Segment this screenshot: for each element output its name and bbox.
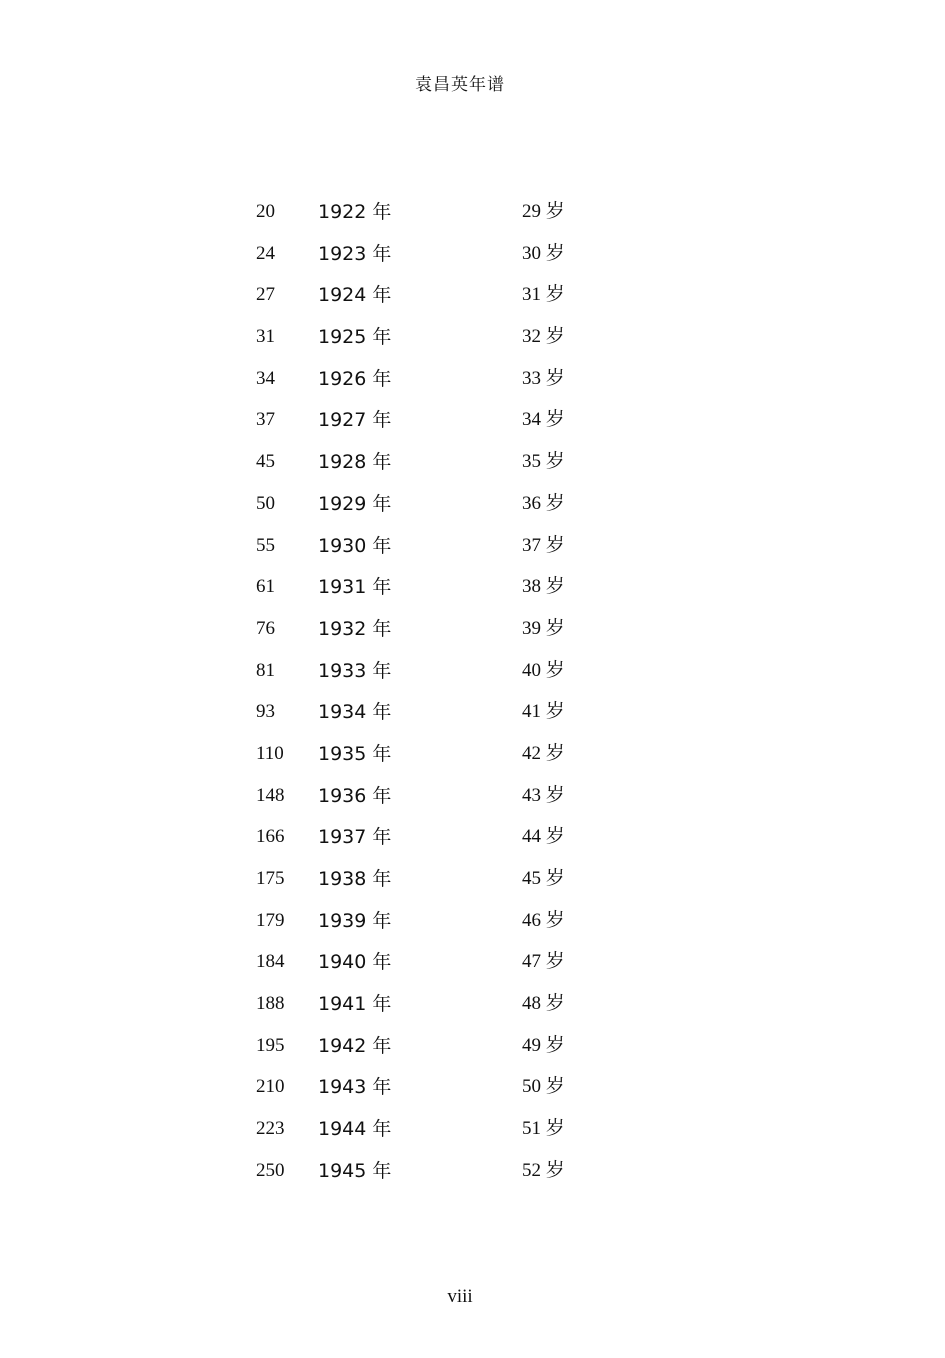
toc-year: 1923 年	[318, 242, 392, 265]
toc-age: 40 岁	[522, 659, 565, 681]
toc-row	[0, 402, 945, 444]
toc-age: 52 岁	[522, 1159, 565, 1181]
toc-age: 47 岁	[522, 951, 565, 973]
toc-row	[0, 903, 945, 945]
toc-age: 50 岁	[522, 1076, 565, 1098]
toc-year: 1945 年	[318, 1159, 392, 1182]
toc-year: 1926 年	[318, 367, 392, 390]
toc-row	[0, 819, 945, 861]
toc-page-number: 184	[256, 951, 285, 973]
toc-page-number: 20	[256, 201, 275, 222]
toc-page-number: 76	[256, 617, 275, 639]
toc-age: 33 岁	[522, 367, 565, 389]
toc-page-number: 166	[256, 826, 285, 848]
toc-age: 42 岁	[522, 742, 565, 764]
toc-age: 44 岁	[522, 826, 565, 848]
toc-page-number: 50	[256, 492, 275, 514]
toc-row	[0, 694, 945, 736]
toc-year: 1938 年	[318, 868, 392, 890]
toc-year: 1931 年	[318, 576, 392, 599]
toc-year: 1927 年	[318, 409, 392, 432]
toc-page-number: 210	[256, 1076, 285, 1098]
toc-year: 1922 年	[318, 201, 392, 223]
page-number: viii	[447, 1286, 473, 1307]
toc-row	[0, 944, 945, 986]
toc-row	[0, 611, 945, 653]
toc-page-number: 223	[256, 1118, 285, 1140]
toc-year: 1944 年	[318, 1118, 392, 1141]
toc-year: 1936 年	[318, 784, 392, 807]
toc-age: 48 岁	[522, 993, 565, 1015]
toc-year: 1940 年	[318, 951, 392, 974]
toc-row	[0, 1111, 945, 1153]
toc-age: 46 岁	[522, 909, 565, 931]
toc-row	[0, 861, 945, 903]
toc-page-number: 31	[256, 326, 275, 348]
toc-page-number: 179	[256, 909, 285, 931]
toc-row	[0, 653, 945, 695]
toc-row	[0, 277, 945, 319]
toc-age: 49 岁	[522, 1034, 565, 1056]
toc-year: 1930 年	[318, 534, 392, 557]
toc-year: 1942 年	[318, 1034, 392, 1057]
toc-row	[0, 444, 945, 486]
toc-row	[0, 1153, 945, 1195]
toc-page-number: 27	[256, 284, 275, 306]
toc-year: 1929 年	[318, 492, 392, 515]
toc-row	[0, 778, 945, 820]
toc-age: 43 岁	[522, 784, 565, 806]
toc-page-number: 148	[256, 784, 285, 806]
toc-year: 1941 年	[318, 993, 392, 1016]
toc-age: 34 岁	[522, 409, 565, 431]
toc-age: 31 岁	[522, 284, 565, 306]
toc-page-number: 188	[256, 993, 285, 1015]
toc-year: 1925 年	[318, 326, 392, 349]
toc-page-number: 24	[256, 242, 275, 264]
toc-row	[0, 236, 945, 278]
toc-age: 29 岁	[522, 201, 565, 222]
toc-age: 36 岁	[522, 492, 565, 514]
toc-page-number: 61	[256, 576, 275, 598]
toc-row	[0, 986, 945, 1028]
toc-row	[0, 736, 945, 778]
toc-page-number: 250	[256, 1159, 285, 1181]
toc-year: 1924 年	[318, 284, 392, 307]
toc-age: 41 岁	[522, 701, 565, 723]
running-header-title: 袁昌英年谱	[415, 75, 505, 95]
toc-age: 51 岁	[522, 1118, 565, 1140]
toc-row	[0, 569, 945, 611]
toc-year: 1932 年	[318, 617, 392, 640]
toc-year: 1934 年	[318, 701, 392, 724]
toc-row	[0, 319, 945, 361]
toc-page-number: 175	[256, 868, 285, 889]
toc-page-number: 34	[256, 367, 275, 389]
toc-age: 38 岁	[522, 576, 565, 598]
toc-year: 1928 年	[318, 451, 392, 474]
toc-row	[0, 486, 945, 528]
toc-year: 1939 年	[318, 909, 392, 932]
toc-row	[0, 361, 945, 403]
toc-age: 30 岁	[522, 242, 565, 264]
toc-row	[0, 528, 945, 570]
toc-list	[0, 194, 945, 1195]
toc-year: 1943 年	[318, 1076, 392, 1099]
toc-page-number: 55	[256, 534, 275, 556]
toc-age: 39 岁	[522, 617, 565, 639]
toc-year: 1935 年	[318, 742, 392, 765]
toc-row	[0, 1069, 945, 1111]
toc-age: 35 岁	[522, 451, 565, 473]
toc-age: 32 岁	[522, 326, 565, 348]
toc-page-number: 37	[256, 409, 275, 431]
toc-age: 45 岁	[522, 868, 565, 889]
toc-year: 1937 年	[318, 826, 392, 849]
toc-page-number: 45	[256, 451, 275, 473]
toc-row	[0, 1028, 945, 1070]
toc-page-number: 110	[256, 742, 284, 764]
toc-page-number: 195	[256, 1034, 285, 1056]
toc-page-number: 81	[256, 659, 275, 681]
toc-row	[0, 194, 945, 236]
toc-age: 37 岁	[522, 534, 565, 556]
toc-year: 1933 年	[318, 659, 392, 682]
toc-page-number: 93	[256, 701, 275, 723]
